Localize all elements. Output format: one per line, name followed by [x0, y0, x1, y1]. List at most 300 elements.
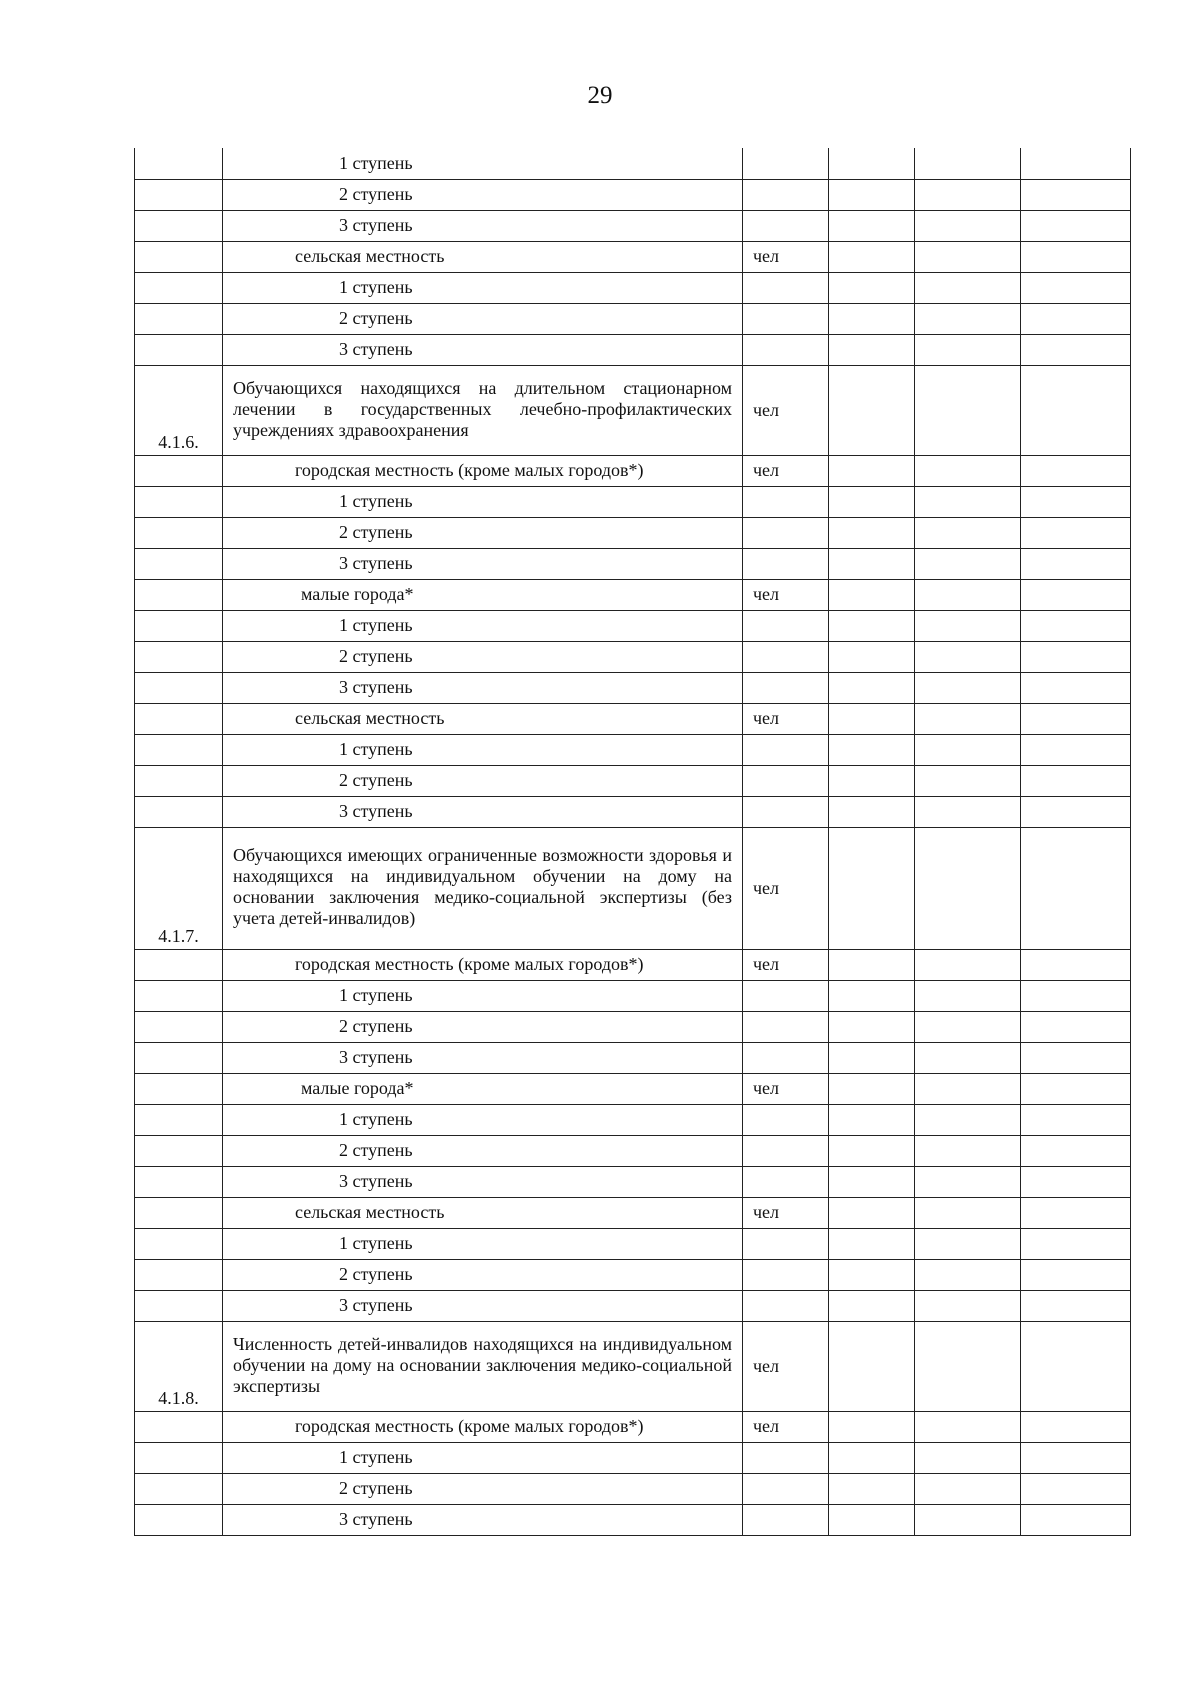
- item-number-cell: [135, 241, 223, 272]
- table-row: [135, 1321, 1131, 1411]
- value-cell: [915, 455, 1021, 486]
- table-row: [135, 1259, 1131, 1290]
- indicator-label: 2 ступень: [339, 184, 413, 204]
- value-cell: [915, 796, 1021, 827]
- value-cell: [1021, 1197, 1131, 1228]
- unit-cell: чел: [743, 1321, 829, 1411]
- indicator-name-cell: [223, 641, 743, 672]
- value-cell: [1021, 210, 1131, 241]
- table-row: [135, 1411, 1131, 1442]
- unit-cell: [743, 179, 829, 210]
- value-cell: [829, 949, 915, 980]
- unit-cell: [743, 1504, 829, 1535]
- indicator-name-cell: [223, 734, 743, 765]
- value-cell: [829, 179, 915, 210]
- value-cell: [915, 1104, 1021, 1135]
- value-cell: [1021, 827, 1131, 949]
- unit-cell: [743, 610, 829, 641]
- value-cell: [1021, 241, 1131, 272]
- table-row: [135, 641, 1131, 672]
- value-cell: [915, 1042, 1021, 1073]
- item-number-cell: [135, 334, 223, 365]
- value-cell: [915, 610, 1021, 641]
- indicator-label: 2 ступень: [339, 1140, 413, 1160]
- table-row: [135, 1042, 1131, 1073]
- indicator-label: 2 ступень: [339, 770, 413, 790]
- value-cell: [829, 1228, 915, 1259]
- value-cell: [829, 455, 915, 486]
- unit-cell: [743, 303, 829, 334]
- table-row: [135, 303, 1131, 334]
- item-number-cell: [135, 148, 223, 179]
- indicator-label: 1 ступень: [339, 277, 413, 297]
- item-number-cell: [135, 455, 223, 486]
- table-row: [135, 1290, 1131, 1321]
- table-row: [135, 148, 1131, 179]
- value-cell: [915, 1166, 1021, 1197]
- unit-cell: [743, 1442, 829, 1473]
- unit-cell: [743, 486, 829, 517]
- value-cell: [915, 148, 1021, 179]
- table-row: [135, 610, 1131, 641]
- indicator-name-cell: [223, 1321, 743, 1411]
- indicator-name-cell: [223, 610, 743, 641]
- value-cell: [829, 272, 915, 303]
- indicator-label: 3 ступень: [339, 1295, 413, 1315]
- unit-cell: [743, 272, 829, 303]
- value-cell: [1021, 703, 1131, 734]
- value-cell: [829, 1504, 915, 1535]
- value-cell: [829, 827, 915, 949]
- table-row: [135, 1228, 1131, 1259]
- value-cell: [1021, 1228, 1131, 1259]
- item-number-cell: [135, 548, 223, 579]
- indicator-name-cell: [223, 1290, 743, 1321]
- value-cell: [915, 734, 1021, 765]
- unit-cell: чел: [743, 949, 829, 980]
- unit-cell: [743, 796, 829, 827]
- table-row: [135, 548, 1131, 579]
- table-row: [135, 241, 1131, 272]
- item-number-cell: 4.1.7.: [135, 827, 223, 949]
- item-number-cell: [135, 1290, 223, 1321]
- table-row: [135, 486, 1131, 517]
- indicator-name-cell: [223, 517, 743, 548]
- value-cell: [1021, 486, 1131, 517]
- value-cell: [915, 1442, 1021, 1473]
- value-cell: [1021, 765, 1131, 796]
- page-number: 29: [587, 82, 613, 109]
- item-number-cell: [135, 641, 223, 672]
- value-cell: [915, 241, 1021, 272]
- item-number-cell: [135, 210, 223, 241]
- value-cell: [1021, 1321, 1131, 1411]
- table-row: [135, 1197, 1131, 1228]
- value-cell: [1021, 1411, 1131, 1442]
- indicator-label: Обучающихся находящихся на длительном стационарном лечении в государственных лечебно-профилактических учреждениях здравоохранения: [233, 377, 732, 440]
- value-cell: [829, 1259, 915, 1290]
- item-number-cell: 4.1.6.: [135, 365, 223, 455]
- item-number-cell: [135, 486, 223, 517]
- unit-cell: [743, 210, 829, 241]
- indicator-name-cell: [223, 672, 743, 703]
- indicator-label: 3 ступень: [339, 1047, 413, 1067]
- item-number-cell: [135, 672, 223, 703]
- indicator-name-cell: [223, 1411, 743, 1442]
- table-row: [135, 579, 1131, 610]
- unit-cell: [743, 1228, 829, 1259]
- unit-cell: [743, 1166, 829, 1197]
- indicator-label: 1 ступень: [339, 739, 413, 759]
- value-cell: [1021, 1073, 1131, 1104]
- indicator-label: 2 ступень: [339, 646, 413, 666]
- value-cell: [1021, 1442, 1131, 1473]
- item-number-cell: [135, 303, 223, 334]
- value-cell: [915, 672, 1021, 703]
- value-cell: [1021, 980, 1131, 1011]
- value-cell: [915, 1259, 1021, 1290]
- indicator-name-cell: [223, 1504, 743, 1535]
- table-row: [135, 1104, 1131, 1135]
- item-number-cell: [135, 1104, 223, 1135]
- indicator-name-cell: [223, 272, 743, 303]
- value-cell: [1021, 1504, 1131, 1535]
- value-cell: [1021, 672, 1131, 703]
- item-number-cell: [135, 1259, 223, 1290]
- item-number-cell: [135, 1411, 223, 1442]
- unit-cell: [743, 765, 829, 796]
- unit-cell: чел: [743, 1073, 829, 1104]
- item-number-cell: [135, 734, 223, 765]
- unit-cell: чел: [743, 455, 829, 486]
- item-number-cell: [135, 179, 223, 210]
- item-number-cell: [135, 610, 223, 641]
- indicator-name-cell: [223, 241, 743, 272]
- value-cell: [1021, 1104, 1131, 1135]
- indicator-label: сельская местность: [295, 246, 445, 266]
- value-cell: [915, 1197, 1021, 1228]
- value-cell: [1021, 796, 1131, 827]
- table-row: [135, 1166, 1131, 1197]
- item-number-cell: [135, 1042, 223, 1073]
- table-row: [135, 765, 1131, 796]
- value-cell: [829, 1321, 915, 1411]
- unit-cell: [743, 672, 829, 703]
- value-cell: [829, 486, 915, 517]
- table-row: [135, 980, 1131, 1011]
- unit-cell: [743, 1011, 829, 1042]
- value-cell: [829, 1442, 915, 1473]
- value-cell: [915, 1290, 1021, 1321]
- indicator-label: 3 ступень: [339, 677, 413, 697]
- item-number-cell: [135, 765, 223, 796]
- table-row: [135, 796, 1131, 827]
- indicator-label: Обучающихся имеющих ограниченные возможности здоровья и находящихся на индивидуальном обучении на дому на основании заключения медико-социальной экспертизы (без учета детей-инвалидов): [233, 845, 732, 928]
- value-cell: [829, 980, 915, 1011]
- indicator-label: 2 ступень: [339, 1016, 413, 1036]
- value-cell: [1021, 303, 1131, 334]
- indicator-name-cell: [223, 703, 743, 734]
- indicator-name-cell: [223, 949, 743, 980]
- value-cell: [829, 796, 915, 827]
- value-cell: [1021, 610, 1131, 641]
- value-cell: [1021, 548, 1131, 579]
- table-row: [135, 734, 1131, 765]
- indicator-label: 3 ступень: [339, 215, 413, 235]
- value-cell: [1021, 579, 1131, 610]
- indicator-name-cell: [223, 365, 743, 455]
- value-cell: [829, 579, 915, 610]
- value-cell: [915, 1073, 1021, 1104]
- value-cell: [915, 765, 1021, 796]
- value-cell: [829, 1166, 915, 1197]
- value-cell: [829, 334, 915, 365]
- table-row: [135, 272, 1131, 303]
- table-row: [135, 1073, 1131, 1104]
- item-number-cell: [135, 1504, 223, 1535]
- value-cell: [915, 303, 1021, 334]
- value-cell: [829, 1473, 915, 1504]
- value-cell: [915, 1135, 1021, 1166]
- indicator-label: малые города*: [301, 1078, 414, 1098]
- value-cell: [1021, 517, 1131, 548]
- indicator-name-cell: [223, 579, 743, 610]
- indicator-name-cell: [223, 1259, 743, 1290]
- indicator-label: 2 ступень: [339, 1478, 413, 1498]
- value-cell: [915, 641, 1021, 672]
- value-cell: [829, 734, 915, 765]
- value-cell: [1021, 365, 1131, 455]
- unit-cell: [743, 1104, 829, 1135]
- item-number-cell: [135, 1011, 223, 1042]
- value-cell: [829, 610, 915, 641]
- value-cell: [829, 703, 915, 734]
- indicator-label: 1 ступень: [339, 1447, 413, 1467]
- value-cell: [915, 827, 1021, 949]
- value-cell: [829, 1290, 915, 1321]
- value-cell: [1021, 1166, 1131, 1197]
- value-cell: [1021, 148, 1131, 179]
- item-number-cell: [135, 1166, 223, 1197]
- indicator-name-cell: [223, 1197, 743, 1228]
- value-cell: [915, 486, 1021, 517]
- indicator-label: 3 ступень: [339, 801, 413, 821]
- table-row: [135, 179, 1131, 210]
- unit-cell: [743, 334, 829, 365]
- unit-cell: [743, 641, 829, 672]
- unit-cell: [743, 1473, 829, 1504]
- unit-cell: чел: [743, 1411, 829, 1442]
- indicator-label: 2 ступень: [339, 308, 413, 328]
- indicator-name-cell: [223, 1073, 743, 1104]
- value-cell: [915, 548, 1021, 579]
- indicator-label: 1 ступень: [339, 491, 413, 511]
- item-number-cell: [135, 579, 223, 610]
- indicator-name-cell: [223, 486, 743, 517]
- item-number-cell: [135, 1197, 223, 1228]
- value-cell: [829, 148, 915, 179]
- indicator-name-cell: [223, 1104, 743, 1135]
- indicator-name-cell: [223, 1228, 743, 1259]
- indicator-label: малые города*: [301, 584, 414, 604]
- unit-cell: чел: [743, 1197, 829, 1228]
- table-row: [135, 672, 1131, 703]
- unit-cell: [743, 1042, 829, 1073]
- indicator-label: Численность детей-инвалидов находящихся на индивидуальном обучении на дому на основании заключения медико-социальной экспертизы: [233, 1333, 732, 1396]
- table-row: [135, 1473, 1131, 1504]
- item-number-cell: [135, 1473, 223, 1504]
- indicator-name-cell: [223, 765, 743, 796]
- table-row: [135, 455, 1131, 486]
- indicator-name-cell: [223, 303, 743, 334]
- indicator-name-cell: [223, 827, 743, 949]
- table-row: [135, 1011, 1131, 1042]
- value-cell: [1021, 1259, 1131, 1290]
- value-cell: [829, 548, 915, 579]
- item-number-cell: [135, 1442, 223, 1473]
- value-cell: [829, 1197, 915, 1228]
- unit-cell: чел: [743, 365, 829, 455]
- value-cell: [1021, 1042, 1131, 1073]
- value-cell: [915, 1473, 1021, 1504]
- value-cell: [829, 1135, 915, 1166]
- statistics-table: [134, 148, 1131, 1536]
- unit-cell: чел: [743, 241, 829, 272]
- item-number-cell: [135, 517, 223, 548]
- table-row: [135, 365, 1131, 455]
- item-number-cell: [135, 1135, 223, 1166]
- value-cell: [915, 365, 1021, 455]
- value-cell: [915, 179, 1021, 210]
- item-number-cell: [135, 949, 223, 980]
- item-number-cell: [135, 1228, 223, 1259]
- indicator-name-cell: [223, 796, 743, 827]
- unit-cell: [743, 1135, 829, 1166]
- value-cell: [915, 1411, 1021, 1442]
- value-cell: [1021, 949, 1131, 980]
- value-cell: [829, 672, 915, 703]
- value-cell: [915, 1504, 1021, 1535]
- value-cell: [1021, 455, 1131, 486]
- value-cell: [1021, 179, 1131, 210]
- value-cell: [915, 579, 1021, 610]
- indicator-label: 1 ступень: [339, 615, 413, 635]
- unit-cell: [743, 148, 829, 179]
- indicator-name-cell: [223, 1442, 743, 1473]
- value-cell: [1021, 334, 1131, 365]
- value-cell: [915, 517, 1021, 548]
- value-cell: [915, 272, 1021, 303]
- indicator-name-cell: [223, 179, 743, 210]
- value-cell: [915, 1011, 1021, 1042]
- value-cell: [829, 1073, 915, 1104]
- table-row: [135, 949, 1131, 980]
- value-cell: [829, 241, 915, 272]
- value-cell: [829, 303, 915, 334]
- table-row: [135, 1135, 1131, 1166]
- value-cell: [829, 765, 915, 796]
- indicator-label: городская местность (кроме малых городов*): [295, 1416, 644, 1436]
- table-row: [135, 703, 1131, 734]
- item-number-cell: [135, 703, 223, 734]
- value-cell: [1021, 641, 1131, 672]
- unit-cell: [743, 1290, 829, 1321]
- indicator-name-cell: [223, 148, 743, 179]
- indicator-label: 1 ступень: [339, 1233, 413, 1253]
- unit-cell: чел: [743, 703, 829, 734]
- value-cell: [829, 365, 915, 455]
- indicator-label: 2 ступень: [339, 522, 413, 542]
- indicator-label: 2 ступень: [339, 1264, 413, 1284]
- value-cell: [829, 1411, 915, 1442]
- table-row: [135, 517, 1131, 548]
- value-cell: [1021, 1011, 1131, 1042]
- value-cell: [915, 980, 1021, 1011]
- indicator-name-cell: [223, 1042, 743, 1073]
- value-cell: [1021, 1473, 1131, 1504]
- indicator-name-cell: [223, 1011, 743, 1042]
- value-cell: [829, 641, 915, 672]
- table-row: [135, 1442, 1131, 1473]
- indicator-label: сельская местность: [295, 708, 445, 728]
- table-body: [135, 148, 1131, 1535]
- indicator-name-cell: [223, 1166, 743, 1197]
- indicator-name-cell: [223, 980, 743, 1011]
- unit-cell: чел: [743, 579, 829, 610]
- item-number-cell: [135, 1073, 223, 1104]
- item-number-cell: [135, 272, 223, 303]
- unit-cell: [743, 1259, 829, 1290]
- indicator-name-cell: [223, 1473, 743, 1504]
- value-cell: [915, 1321, 1021, 1411]
- item-number-cell: [135, 980, 223, 1011]
- item-number-cell: 4.1.8.: [135, 1321, 223, 1411]
- table-row: [135, 1504, 1131, 1535]
- indicator-name-cell: [223, 548, 743, 579]
- table-row: [135, 210, 1131, 241]
- indicator-label: 1 ступень: [339, 152, 413, 173]
- value-cell: [1021, 1290, 1131, 1321]
- value-cell: [829, 1104, 915, 1135]
- value-cell: [1021, 734, 1131, 765]
- value-cell: [915, 1228, 1021, 1259]
- value-cell: [915, 703, 1021, 734]
- value-cell: [915, 210, 1021, 241]
- value-cell: [1021, 1135, 1131, 1166]
- unit-cell: чел: [743, 827, 829, 949]
- value-cell: [829, 210, 915, 241]
- value-cell: [1021, 272, 1131, 303]
- indicator-label: 1 ступень: [339, 985, 413, 1005]
- indicator-label: сельская местность: [295, 1202, 445, 1222]
- indicator-label: 3 ступень: [339, 1509, 413, 1529]
- value-cell: [829, 1011, 915, 1042]
- table-row: [135, 334, 1131, 365]
- unit-cell: [743, 548, 829, 579]
- indicator-name-cell: [223, 334, 743, 365]
- value-cell: [829, 517, 915, 548]
- indicator-label: 3 ступень: [339, 1171, 413, 1191]
- indicator-name-cell: [223, 455, 743, 486]
- indicator-label: 3 ступень: [339, 553, 413, 573]
- item-number-cell: [135, 796, 223, 827]
- indicator-name-cell: [223, 1135, 743, 1166]
- indicator-label: городская местность (кроме малых городов*): [295, 460, 644, 480]
- indicator-label: городская местность (кроме малых городов*): [295, 954, 644, 974]
- table-row: [135, 827, 1131, 949]
- unit-cell: [743, 517, 829, 548]
- unit-cell: [743, 734, 829, 765]
